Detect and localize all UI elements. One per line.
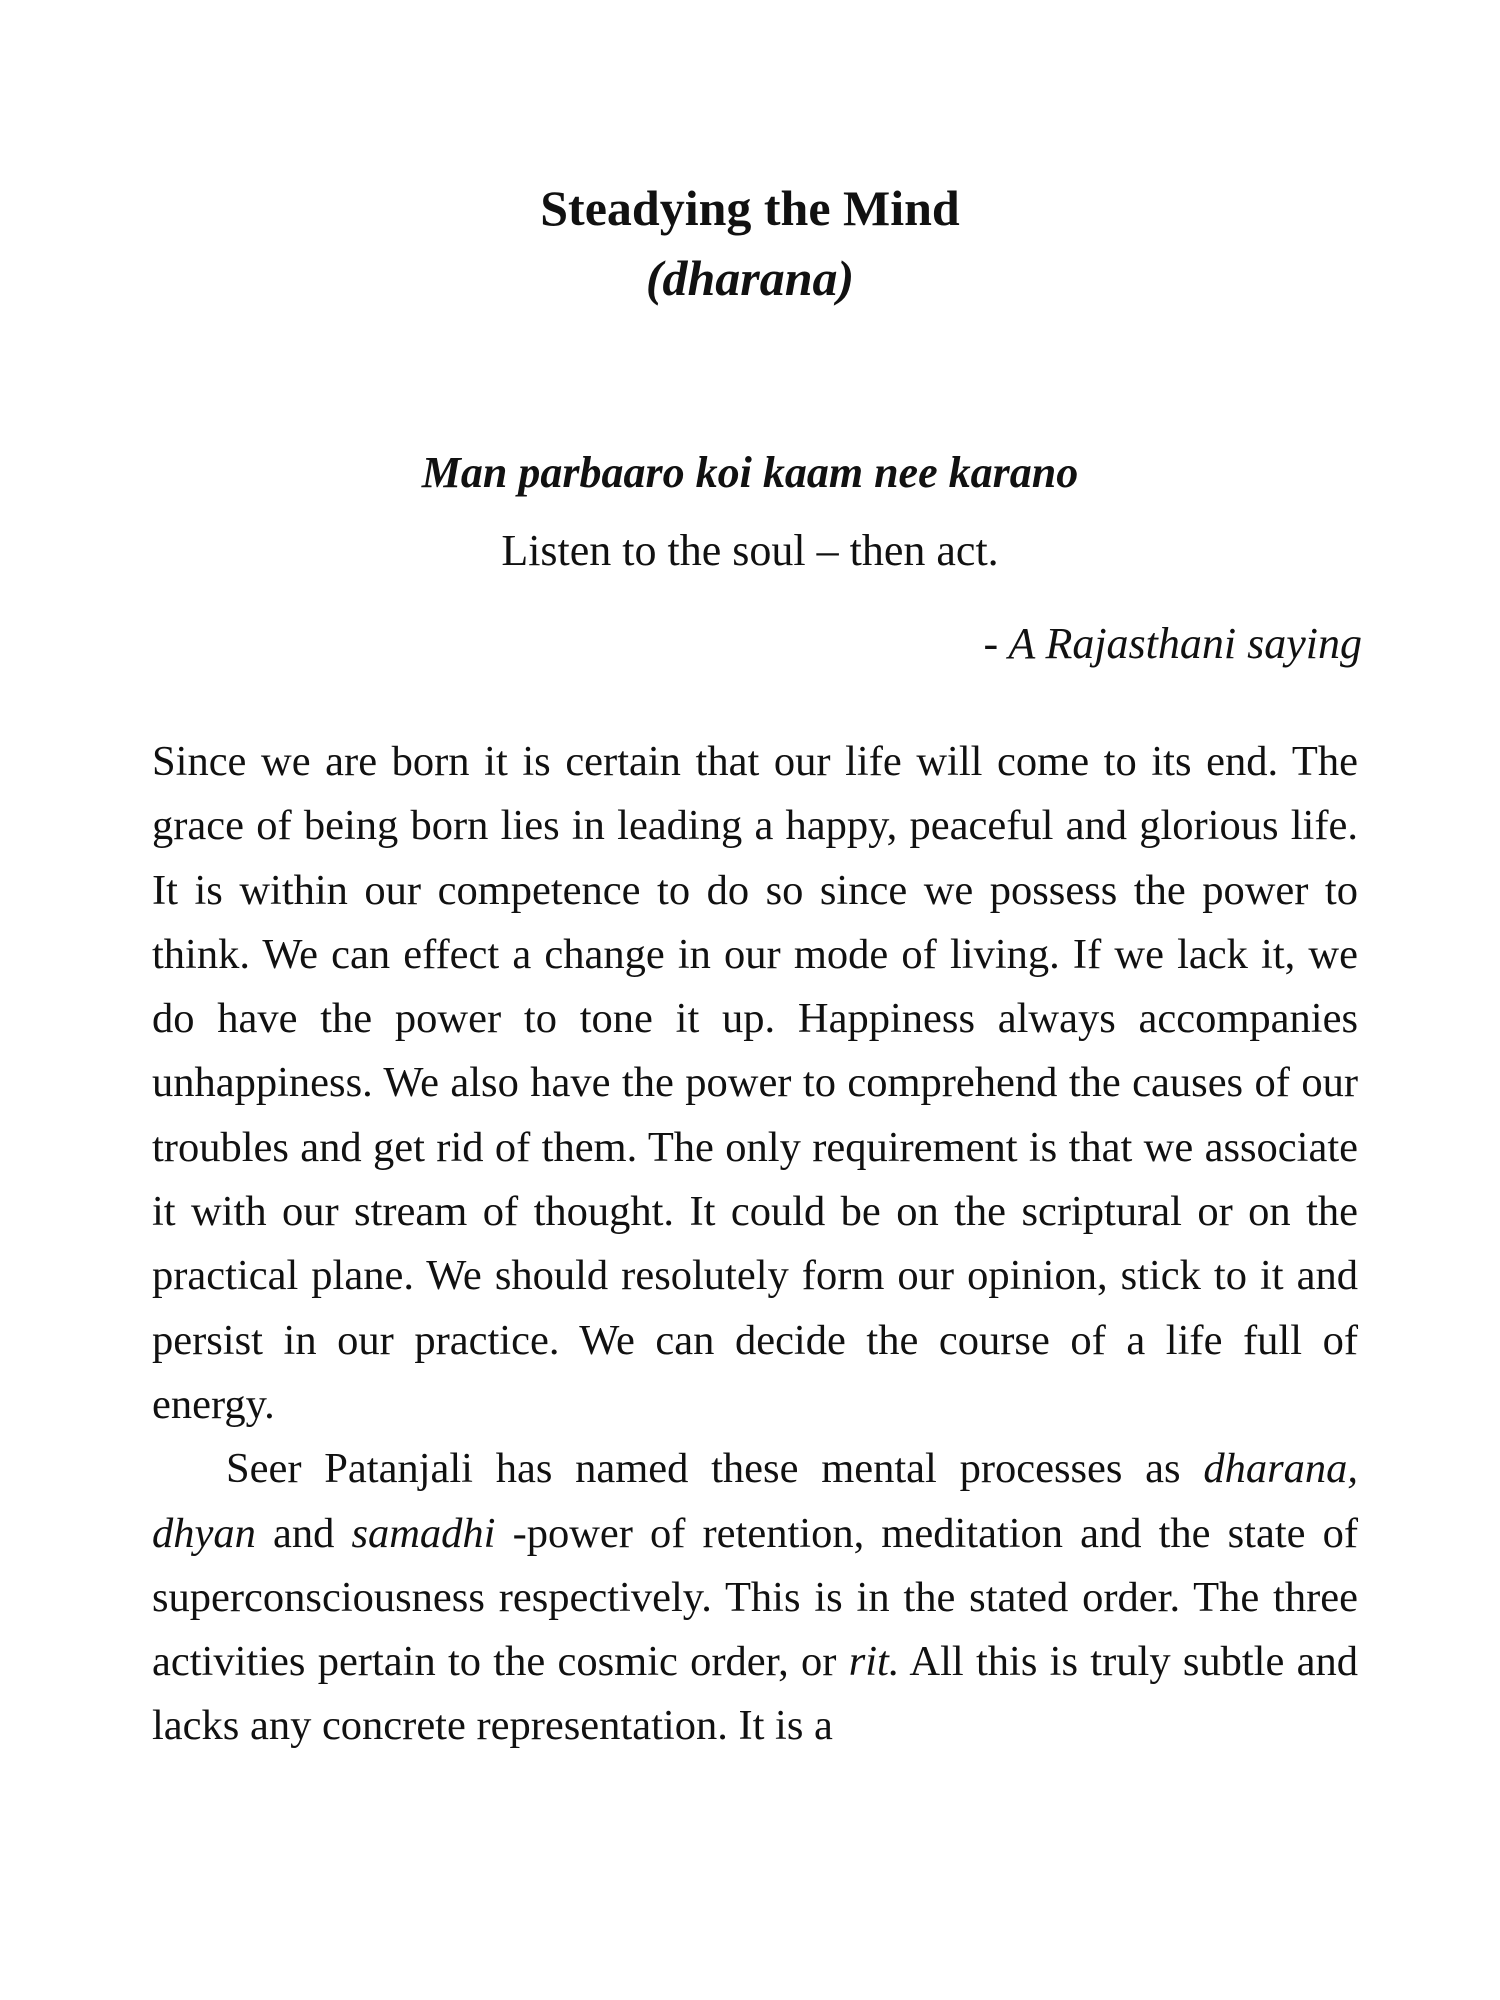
term-rit: rit. — [848, 1638, 900, 1686]
paragraph-2-text: Seer Patanjali has named these mental processes as — [226, 1445, 1204, 1493]
epigraph-original: Man parbaaro koi kaam nee karano — [421, 448, 1079, 497]
term-samadhi: samadhi — [351, 1509, 496, 1557]
term-dharana: dharana, — [1203, 1445, 1358, 1493]
paragraph-2-text: All this is truly subtle and lacks any concrete representation. It is a — [152, 1638, 1358, 1750]
paragraph-2 — [152, 1437, 1358, 1758]
body-text — [152, 730, 1358, 1759]
paragraph-2-text: -power of retention, meditation and the state of superconsciousness respectively. This is in the stated order. The three activities pertain to the cosmic order, or — [152, 1509, 1359, 1686]
paragraph-2-text: and — [255, 1509, 352, 1557]
chapter-title: Steadying the Mind — [540, 180, 960, 236]
chapter-subtitle: (dharana) — [645, 250, 855, 306]
term-dhyan: dhyan — [152, 1509, 256, 1557]
epigraph-attribution: - A Rajasthani saying — [983, 619, 1362, 668]
epigraph-translation: Listen to the soul – then act. — [501, 526, 999, 575]
paragraph-1: Since we are born it is certain that our life will come to its end. The grace of being born lies in leading a happy, peaceful and glorious life. It is within our competence to do so since we possess the power to think. We can effect a change in our mode of living. If we lack it, we do have the power to tone it up. Happiness always accompanies unhappiness. We also have the power to comprehend the causes of our troubles and get rid of them. The only requirement is that we associate it with our stream of thought. It could be on the scriptural or on the practical plane. We should resolutely form our opinion, stick to it and persist in our practice. We can decide the course of a life full of energy. — [152, 738, 1358, 1428]
